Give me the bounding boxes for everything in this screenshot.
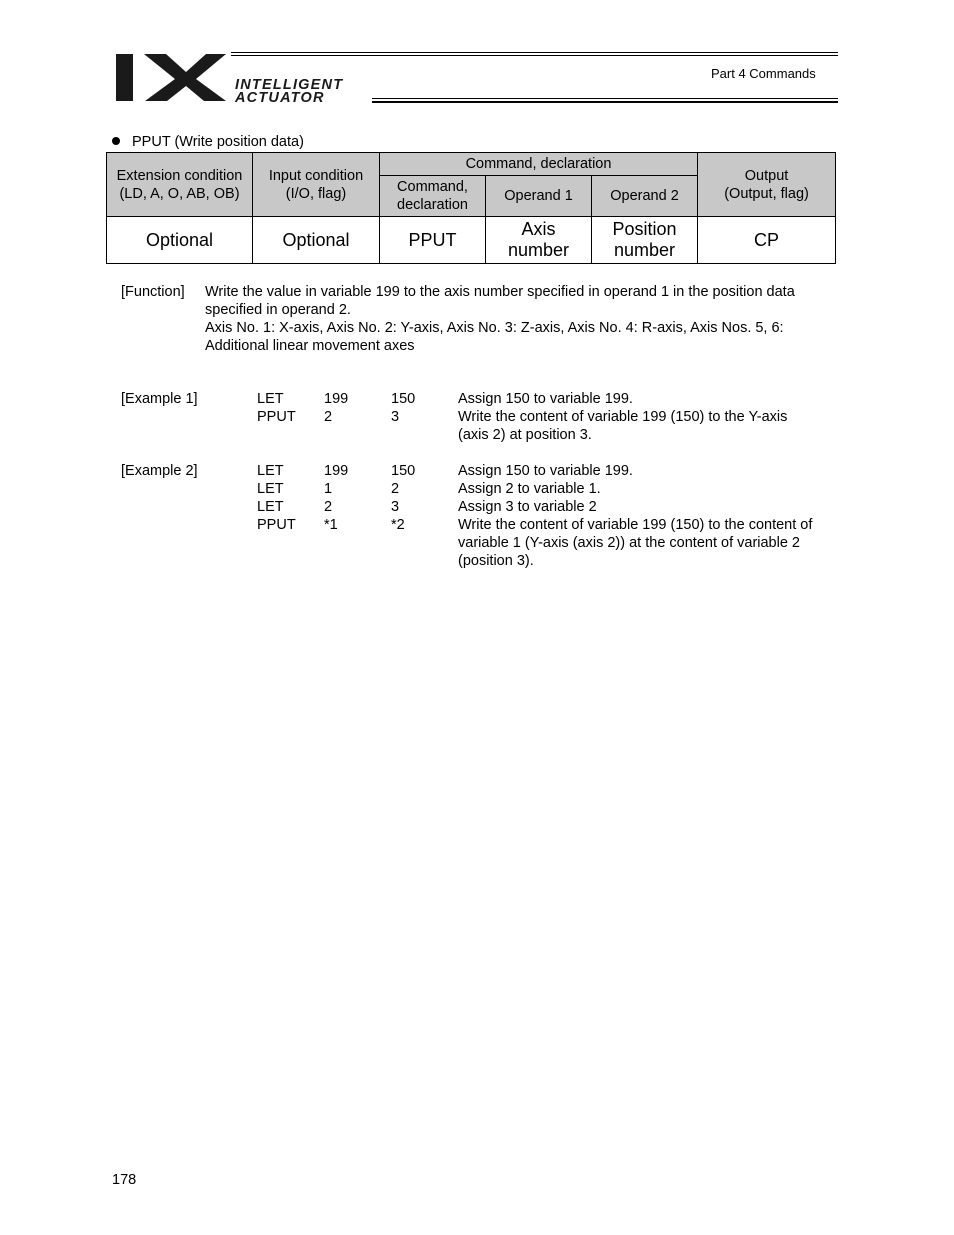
example-2-op1: 199	[324, 463, 349, 479]
example-2-op1: 1	[324, 481, 333, 497]
example-1-op1: 199	[324, 391, 349, 407]
example-1-desc: Assign 150 to variable 199.	[458, 391, 633, 407]
function-label: [Function]	[121, 284, 185, 300]
example-2-cmd: LET	[257, 463, 284, 479]
header-output: Output (Output, flag)	[698, 153, 836, 217]
cell-operand-2: Position number	[592, 217, 698, 264]
header-input-condition: Input condition (I/O, flag)	[253, 153, 380, 217]
header-rule	[372, 101, 838, 103]
example-1-op2: 150	[391, 391, 416, 407]
example-1-desc: Write the content of variable 199 (150) to the Y-axis (axis 2) at position 3.	[458, 409, 788, 443]
example-2-cmd: LET	[257, 481, 284, 497]
example-2-op2: 2	[391, 481, 400, 497]
example-2-op2: 3	[391, 499, 400, 515]
logo-line-1: INTELLIGENT	[235, 77, 344, 93]
cell-extension: Optional	[107, 217, 253, 264]
example-2-op2: 150	[391, 463, 416, 479]
header-rule	[372, 98, 838, 99]
example-1-op1: 2	[324, 409, 333, 425]
logo-line-2: ACTUATOR	[235, 90, 325, 104]
example-2-desc: Assign 3 to variable 2	[458, 499, 597, 515]
example-2-label: [Example 2]	[121, 463, 198, 479]
header-extension-condition: Extension condition (LD, A, O, AB, OB)	[107, 153, 253, 217]
header-command-group: Command, declaration	[380, 153, 698, 176]
command-table	[106, 152, 836, 264]
header-command: Command, declaration	[380, 176, 486, 217]
example-2-desc: Write the content of variable 199 (150) to the content of variable 1 (Y-axis (axis 2)) at the content of variable 2 (position 3).	[458, 517, 813, 569]
header-rule	[231, 52, 838, 53]
example-2-desc: Assign 2 to variable 1.	[458, 481, 601, 497]
example-2-cmd: PPUT	[257, 517, 296, 533]
cell-input: Optional	[253, 217, 380, 264]
example-2-op1: *1	[324, 517, 338, 533]
example-2-op1: 2	[324, 499, 333, 515]
section-header: Part 4 Commands	[711, 66, 816, 81]
example-2-op2: *2	[391, 517, 405, 533]
function-text: Write the value in variable 199 to the axis number specified in operand 1 in the position data specified in operand 2. Axis No. 1: X-axis, Axis No. 2: Y-axis, Axis No. 3: Z-axis, Axis No. 4: R-axis, Axis Nos. 5, 6: Additional linear movement axes	[205, 284, 795, 354]
example-1-label: [Example 1]	[121, 391, 198, 407]
cell-command: PPUT	[380, 217, 486, 264]
header-operand-2: Operand 2	[592, 176, 698, 217]
cell-output: CP	[698, 217, 836, 264]
example-2-desc: Assign 150 to variable 199.	[458, 463, 633, 479]
header-rule	[231, 55, 838, 56]
header-operand-1: Operand 1	[486, 176, 592, 217]
command-title	[112, 134, 304, 150]
intelligent-actuator-logo	[114, 52, 404, 104]
page-number: 178	[112, 1172, 137, 1188]
example-1-cmd: LET	[257, 391, 284, 407]
cell-operand-1: Axis number	[486, 217, 592, 264]
example-1-cmd: PPUT	[257, 409, 296, 425]
command-title-text: PPUT (Write position data)	[132, 134, 304, 150]
example-1-op2: 3	[391, 409, 400, 425]
example-2-cmd: LET	[257, 499, 284, 515]
bullet-icon	[112, 137, 120, 145]
